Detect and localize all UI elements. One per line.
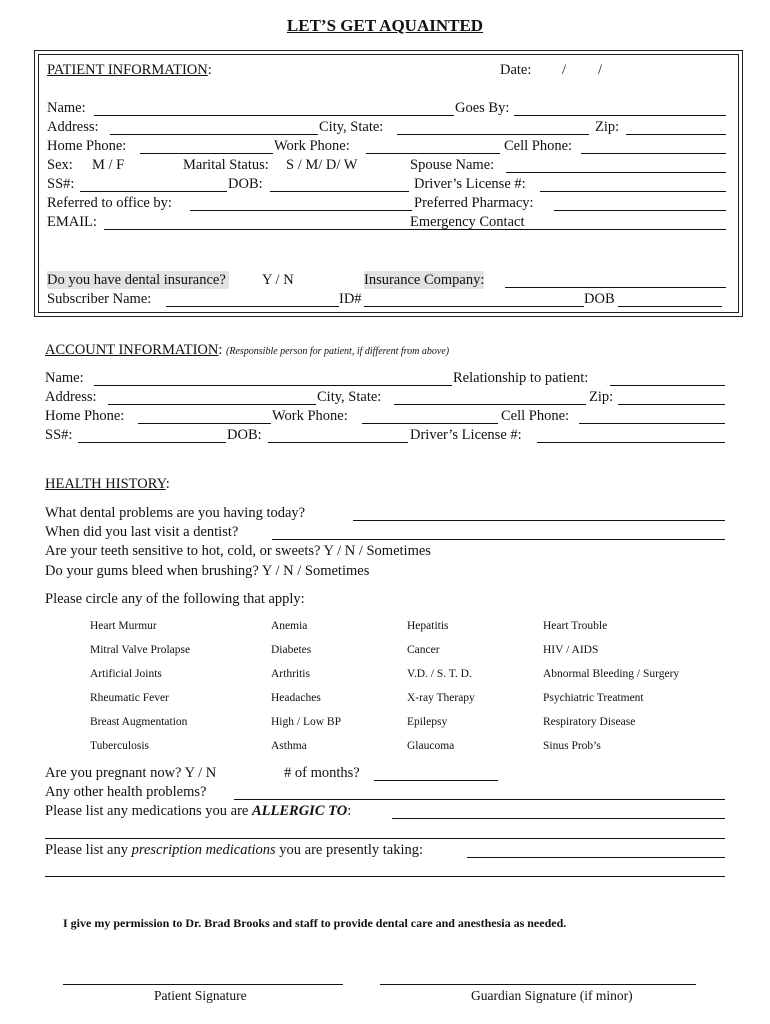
health-history-heading: HEALTH HISTORY: — [45, 476, 170, 492]
referred-by-field[interactable] — [190, 196, 412, 211]
date-label: Date: — [500, 62, 532, 78]
condition-item[interactable]: Asthma — [271, 740, 307, 752]
account-address-label: Address: — [45, 389, 97, 405]
condition-item[interactable]: Glaucoma — [407, 740, 455, 752]
condition-item[interactable]: Heart Murmur — [90, 620, 157, 632]
condition-item[interactable]: Tuberculosis — [90, 740, 149, 752]
account-name-label: Name: — [45, 370, 84, 386]
marital-status-label: Marital Status: — [183, 157, 269, 173]
goes-by-label: Goes By: — [455, 100, 510, 116]
patient-ss-field[interactable] — [80, 177, 227, 192]
account-name-field[interactable] — [94, 371, 452, 386]
sex-options[interactable]: M / F — [92, 157, 125, 173]
preferred-pharmacy-field[interactable] — [554, 196, 726, 211]
patient-work-phone-field[interactable] — [366, 139, 500, 154]
email-field[interactable] — [104, 215, 410, 230]
condition-item[interactable]: Rheumatic Fever — [90, 692, 169, 704]
condition-item[interactable]: Respiratory Disease — [543, 716, 636, 728]
patient-address-field[interactable] — [110, 120, 318, 135]
account-city-state-label: City, State: — [317, 389, 382, 405]
subscriber-dob-label: DOB — [584, 291, 615, 307]
condition-item[interactable]: Mitral Valve Prolapse — [90, 644, 191, 656]
dental-insurance-label: Do you have dental insurance? — [47, 271, 229, 289]
guardian-signature-label: Guardian Signature (if minor) — [471, 988, 633, 1003]
sensitivity-question[interactable]: Are your teeth sensitive to hot, cold, or sweets? Y / N / Sometimes — [45, 543, 431, 559]
patient-license-field[interactable] — [540, 177, 726, 192]
patient-signature-label: Patient Signature — [154, 988, 247, 1003]
insurance-company-field[interactable] — [505, 273, 726, 288]
account-info-note: (Responsible person for patient, if different from above) — [226, 346, 450, 357]
account-dob-field[interactable] — [268, 428, 408, 443]
date-separator: / — [598, 62, 603, 78]
circle-conditions-instruction: Please circle any of the following that apply: — [45, 591, 305, 607]
account-work-phone-label: Work Phone: — [272, 408, 348, 424]
patient-license-label: Driver’s License #: — [414, 176, 526, 192]
account-ss-field[interactable] — [78, 428, 226, 443]
patient-city-state-label: City, State: — [319, 119, 384, 135]
patient-name-field[interactable] — [94, 101, 454, 116]
patient-name-label: Name: — [47, 100, 86, 116]
condition-item[interactable]: Epilepsy — [407, 716, 448, 728]
subscriber-id-label: ID# — [339, 291, 362, 307]
patient-zip-field[interactable] — [626, 120, 726, 135]
condition-item[interactable]: Anemia — [271, 620, 308, 632]
account-ss-label: SS#: — [45, 427, 73, 443]
patient-cell-phone-label: Cell Phone: — [504, 138, 573, 154]
prescriptions-question: Please list any prescription medications you are presently taking: — [45, 842, 424, 858]
account-dob-label: DOB: — [227, 427, 262, 443]
emergency-contact-label: Emergency Contact — [410, 214, 525, 230]
patient-home-phone-label: Home Phone: — [47, 138, 127, 154]
form-title: LET’S GET AQUAINTED — [286, 16, 484, 35]
account-home-phone-field[interactable] — [138, 409, 271, 424]
allergies-question: Please list any medications you are ALLERGIC TO: — [45, 803, 352, 819]
patient-signature-line[interactable] — [63, 984, 343, 985]
patient-home-phone-field[interactable] — [140, 139, 273, 154]
allergies-field-line2[interactable] — [45, 824, 725, 839]
preferred-pharmacy-label: Preferred Pharmacy: — [414, 195, 534, 211]
condition-item[interactable]: HIV / AIDS — [543, 644, 599, 656]
account-license-label: Driver’s License #: — [410, 427, 522, 443]
patient-info-heading: PATIENT INFORMATION: — [47, 62, 212, 78]
goes-by-field[interactable] — [514, 101, 726, 116]
condition-item[interactable]: V.D. / S. T. D. — [407, 668, 472, 680]
marital-status-options[interactable]: S / M/ D/ W — [286, 157, 358, 173]
other-health-field[interactable] — [234, 785, 725, 800]
condition-item[interactable]: Heart Trouble — [543, 620, 608, 632]
account-work-phone-field[interactable] — [362, 409, 498, 424]
account-home-phone-label: Home Phone: — [45, 408, 125, 424]
emergency-contact-field[interactable] — [410, 215, 726, 230]
last-visit-field[interactable] — [272, 525, 725, 540]
prescriptions-field[interactable] — [467, 843, 725, 858]
dental-problems-question: What dental problems are you having today? — [45, 505, 306, 521]
condition-item[interactable]: Headaches — [271, 692, 321, 704]
dental-problems-field[interactable] — [353, 506, 725, 521]
condition-item[interactable]: Diabetes — [271, 644, 312, 656]
patient-address-label: Address: — [47, 119, 99, 135]
sex-label: Sex: — [47, 157, 73, 173]
last-visit-question: When did you last visit a dentist? — [45, 524, 239, 540]
account-zip-label: Zip: — [589, 389, 614, 405]
condition-item[interactable]: Hepatitis — [407, 620, 449, 632]
permission-statement: I give my permission to Dr. Brad Brooks and staff to provide dental care and anesthesia as needed. — [63, 916, 567, 930]
account-cell-phone-label: Cell Phone: — [501, 408, 570, 424]
account-cell-phone-field[interactable] — [579, 409, 725, 424]
condition-item[interactable]: Sinus Prob’s — [543, 740, 601, 752]
guardian-signature-line[interactable] — [380, 984, 696, 985]
condition-item[interactable]: Artificial Joints — [90, 668, 162, 680]
allergies-field[interactable] — [392, 804, 725, 819]
email-label: EMAIL: — [47, 214, 97, 230]
insurance-company-label: Insurance Company: — [364, 272, 485, 288]
months-label: # of months? — [284, 765, 360, 781]
patient-dob-label: DOB: — [228, 176, 263, 192]
subscriber-dob-field[interactable] — [618, 292, 722, 307]
subscriber-id-field[interactable] — [364, 292, 584, 307]
condition-item[interactable]: Arthritis — [271, 668, 310, 680]
patient-zip-label: Zip: — [595, 119, 620, 135]
other-health-question: Any other health problems? — [45, 784, 207, 800]
account-city-state-field[interactable] — [394, 390, 586, 405]
patient-cell-phone-field[interactable] — [581, 139, 726, 154]
relationship-field[interactable] — [610, 371, 725, 386]
referred-by-label: Referred to office by: — [47, 195, 172, 211]
subscriber-name-label: Subscriber Name: — [47, 291, 152, 307]
condition-item[interactable]: High / Low BP — [271, 716, 341, 728]
patient-work-phone-label: Work Phone: — [274, 138, 350, 154]
condition-item[interactable]: Psychiatric Treatment — [543, 692, 644, 704]
patient-dob-field[interactable] — [270, 177, 409, 192]
prescriptions-field-line2[interactable] — [45, 862, 725, 877]
account-info-heading: ACCOUNT INFORMATION: (Responsible person for patient, if different from above) — [45, 342, 450, 358]
patient-city-state-field[interactable] — [397, 120, 589, 135]
pregnant-question[interactable]: Are you pregnant now? Y / N — [45, 765, 217, 781]
patient-ss-label: SS#: — [47, 176, 75, 192]
spouse-name-field[interactable] — [506, 158, 726, 173]
account-license-field[interactable] — [537, 428, 725, 443]
relationship-label: Relationship to patient: — [453, 370, 589, 386]
gums-bleed-question[interactable]: Do your gums bleed when brushing? Y / N / Sometimes — [45, 563, 370, 579]
spouse-name-label: Spouse Name: — [410, 157, 495, 173]
account-address-field[interactable] — [108, 390, 316, 405]
date-separator: / — [562, 62, 567, 78]
account-zip-field[interactable] — [618, 390, 725, 405]
dental-insurance-options[interactable]: Y / N — [262, 272, 294, 288]
condition-item[interactable]: Abnormal Bleeding / Surgery — [543, 668, 680, 680]
condition-item[interactable]: Breast Augmentation — [90, 716, 188, 728]
months-field[interactable] — [374, 766, 498, 781]
condition-item[interactable]: X-ray Therapy — [407, 692, 475, 704]
subscriber-name-field[interactable] — [166, 292, 339, 307]
condition-item[interactable]: Cancer — [407, 644, 440, 656]
